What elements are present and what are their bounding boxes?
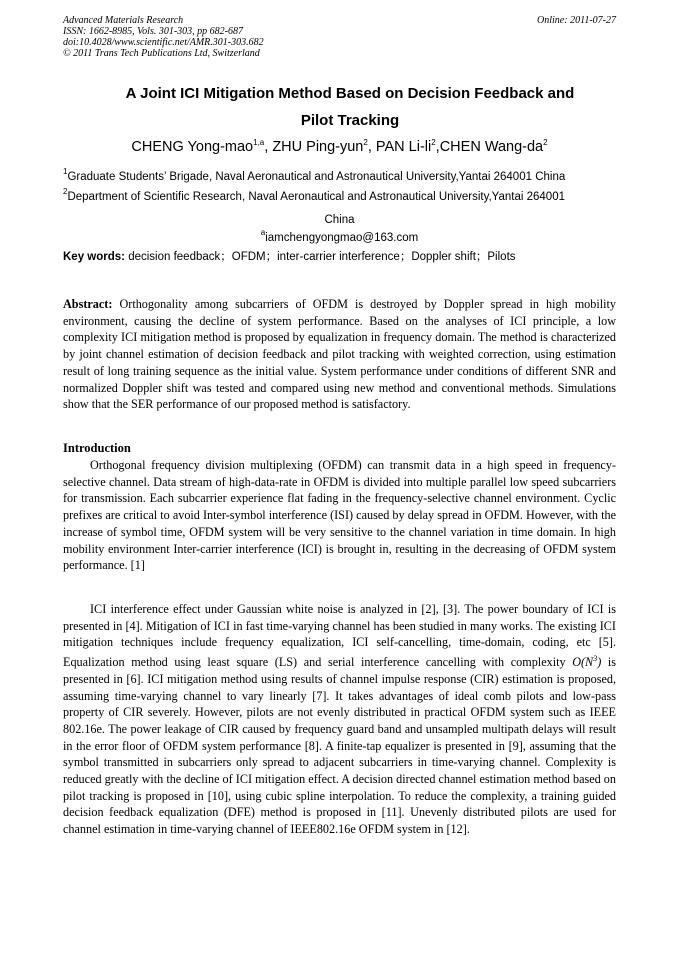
- affiliation-text: Department of Scientific Research, Naval Aeronautical and Astronautical University,Yantai 264001: [67, 191, 565, 203]
- email-address: iamchengyongmao@163.com: [265, 232, 419, 244]
- author-name: CHENG Yong-mao: [131, 139, 254, 155]
- journal-doi: doi:10.4028/www.scientific.net/AMR.301-303.682: [63, 37, 264, 48]
- affiliation-text: Graduate Students’ Brigade, Naval Aeronautical and Astronautical University,Yantai 264001 China: [67, 171, 566, 183]
- author-affiliation-mark: 1,a: [253, 138, 265, 147]
- journal-name: Advanced Materials Research: [63, 15, 184, 26]
- intro-p2-text-a: ICI interference effect under Gaussian white noise is analyzed in [2], [3]. The power boundary of ICI is presented in [4]. Mitigation of ICI in fast time-varying channel has been studied in many works. The existing ICI mitigation techniques include frequency equalization, ICI self-cancelling, time-domain, coding, etc [5]. Equalization method using least square (LS) and serial interference cancelling with complexity: [63, 602, 616, 670]
- journal-header: [63, 15, 616, 59]
- abstract-label: Abstract:: [63, 297, 113, 311]
- keywords-text: decision feedback；OFDM；inter-carrier interference；Doppler shift；Pilots: [128, 251, 516, 263]
- math-exponent: 3: [593, 654, 598, 664]
- author-name: CHEN Wang-da: [439, 139, 544, 155]
- author-list: CHENG Yong-mao$^{1,a}$, ZHU Ping-yun$^2$, PAN $Li-li^2,CHEN$ Wang-$da^2$: [131, 138, 548, 155]
- affiliation-mark: 2: [63, 187, 68, 196]
- author-name: ZHU Ping-yun: [272, 139, 364, 155]
- email-mark: a: [260, 228, 266, 237]
- author-affiliation-mark: 2: [363, 138, 368, 147]
- section-heading-introduction: Introduction: [63, 441, 131, 455]
- complexity-math: [572, 655, 601, 669]
- title-line-2: Pilot Tracking: [300, 112, 400, 129]
- keywords: [63, 249, 623, 265]
- journal-copyright: © 2011 Trans Tech Publications Ltd, Switzerland: [63, 48, 260, 59]
- keywords-label: Key words:: [63, 251, 125, 263]
- author-name: PAN Li-li: [375, 139, 432, 155]
- corresponding-email: [63, 225, 616, 246]
- abstract-text: Orthogonality among subcarriers of OFDM is destroyed by Doppler spread in high mobility environment, causing the decline of system performance. Based on the analyses of ICI principle, a low complexity ICI mitigation method is proposed by equalization in frequency domain. The method is characterized by joint channel estimation of decision feedback and pilot tracking with weighted correction, using estimation result of long training sequence as the initial value. System performance under conditions of different SNR and normalized Doppler shift was tested and compared using new method and conventional methods. Simulations show that the SER performance of our proposed method is satisfactory.: [63, 297, 617, 412]
- affiliation-country: China: [324, 214, 355, 226]
- paper-title: [90, 80, 610, 134]
- title-line-1: A Joint ICI Mitigation Method Based on Decision Feedback and: [125, 85, 575, 102]
- math-base: O(N: [572, 655, 594, 670]
- intro-paragraph-1: Orthogonal frequency division multiplexing (OFDM) can transmit data in a high speed in frequency-selective channel. Data stream of high-data-rate in OFDM is divided into multiple parallel low speed subcarriers for transmission. Each subcarrier experience flat fading in the frequency-selective channel environment. Cyclic prefixes are critical to avoid Inter-symbol interference (ISI) caused by delay spread in OFDM. However, with the increase of symbol time, OFDM system will be very sensitive to the channel variation in time domain. In high mobility environment Inter-carrier interference (ICI) is brought in, resulting in the decreasing of OFDM system performance. [1]: [63, 458, 616, 573]
- author-affiliation-mark: 2: [543, 138, 548, 147]
- online-date: Online: 2011-07-27: [537, 15, 616, 26]
- author-affiliation-mark: 2: [431, 138, 436, 147]
- journal-issn: ISSN: 1662-8985, Vols. 301-303, pp 682-687: [63, 26, 243, 37]
- affiliation-mark: 1: [63, 167, 68, 176]
- intro-p2-text-b: is presented in [6]. ICI mitigation method using results of channel impulse response (CIR) estimation is proposed, assuming time-varying channel to vary linearly [7]. It takes advantages of ideal comb pilots and low-pass property of CIR severely. However, pilots are not evenly distributed in practical OFDM system such as IEEE 802.16e. The power leakage of CIR caused by frequency guard band and unsampled multipath delays will result in the error floor of OFDM system performance [8]. A finite-tap equalizer is presented in [9], assuming that the symbol transmitted in subcarriers only spread to adjacent subcarriers in time-varying channel. Complexity is reduced greatly with the decline of ICI mitigation effect. A decision directed channel estimation method based on pilot tracking is proposed in [10], using cubic spline interpolation. To reduce the complexity, a training guided decision feedback equalization (DFE) method is proposed in [11]. Unevenly distributed pilots are used for channel estimation in time-varying channel of IEEE802.16e OFDM system in [12].: [63, 655, 616, 837]
- intro-paragraph-2: [63, 601, 616, 838]
- abstract: [63, 296, 616, 413]
- math-close: ): [597, 655, 602, 670]
